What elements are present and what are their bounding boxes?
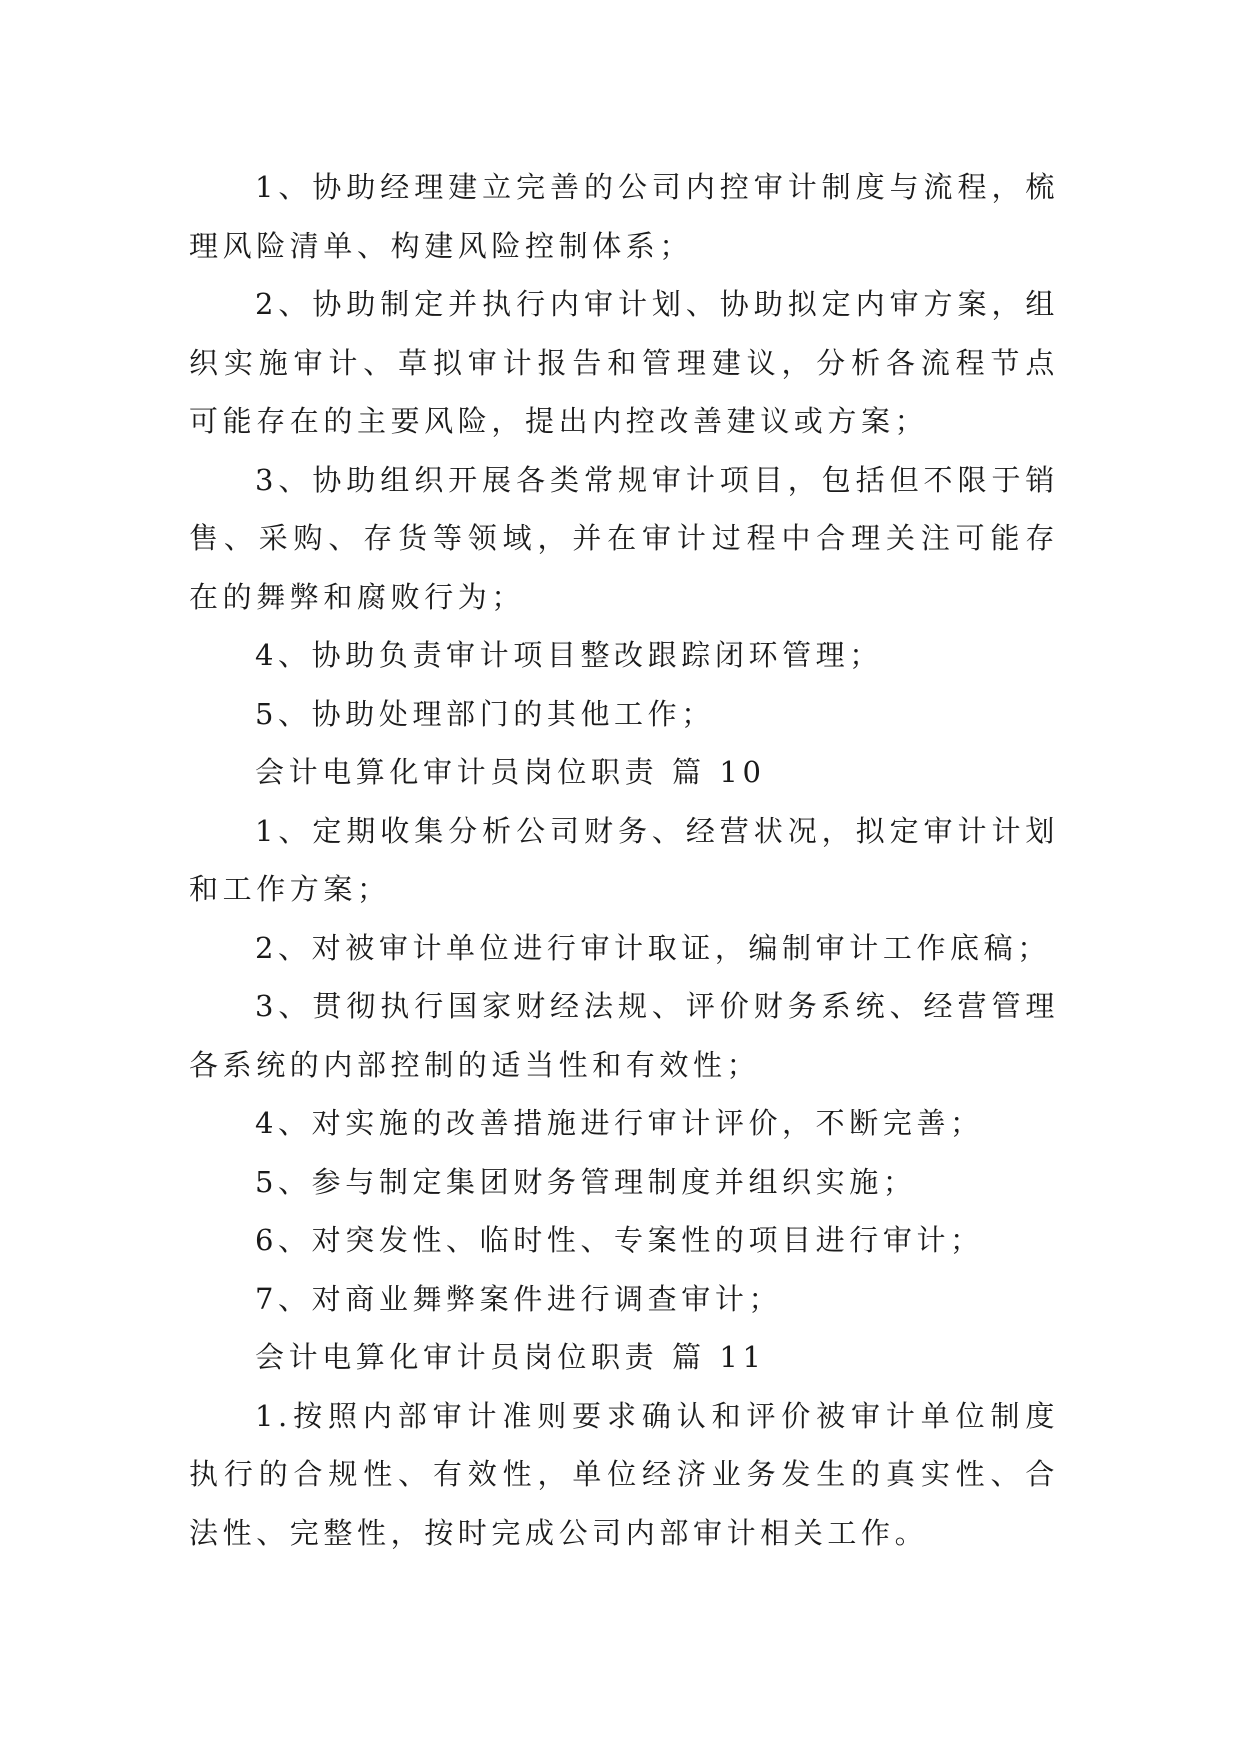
paragraph-s10-duty-3: 3、贯彻执行国家财经法规、评价财务系统、经营管理各系统的内部控制的适当性和有效性；: [189, 989, 1059, 1082]
paragraph-s10-duty-2: 2、对被审计单位进行审计取证，编制审计工作底稿；: [255, 930, 1051, 965]
document-body: [189, 158, 1059, 1562]
paragraph-s10-duty-5: 5、参与制定集团财务管理制度并组织实施；: [255, 1164, 917, 1199]
paragraph-s10-duty-4: 4、对实施的改善措施进行审计评价，不断完善；: [255, 1106, 984, 1140]
paragraph-duty-2: 2、协助制定并执行内审计划、协助拟定内审方案，组织实施审计、草拟审计报告和管理建议，分析各流程节点可能存在的主要风险，提出内控改善建议或方案；: [189, 287, 1059, 438]
paragraph-s10-duty-7: 7、对商业舞弊案件进行调查审计；: [255, 1281, 783, 1316]
section-heading-10: 会计电算化审计员岗位职责 篇 10: [255, 755, 766, 789]
paragraph-duty-1: 1、协助经理建立完善的公司内控审计制度与流程，梳理风险清单、构建风险控制体系；: [189, 170, 1059, 263]
section-heading-11: 会计电算化审计员岗位职责 篇 11: [255, 1340, 766, 1374]
paragraph-s10-duty-1: 1、定期收集分析公司财务、经营状况，拟定审计计划和工作方案；: [189, 813, 1059, 906]
paragraph-s10-duty-6: 6、对突发性、临时性、专案性的项目进行审计；: [255, 1223, 984, 1257]
paragraph-s11-duty-1: 1.按照内部审计准则要求确认和评价被审计单位制度执行的合规性、有效性，单位经济业务发生的真实性、合法性、完整性，按时完成公司内部审计相关工作。: [189, 1398, 1059, 1550]
paragraph-duty-3: 3、协助组织开展各类常规审计项目，包括但不限于销售、采购、存货等领域，并在审计过程中合理关注可能存在的舞弊和腐败行为；: [189, 462, 1059, 614]
paragraph-duty-5: 5、协助处理部门的其他工作；: [255, 696, 715, 731]
paragraph-duty-4: 4、协助负责审计项目整改跟踪闭环管理；: [255, 638, 883, 672]
